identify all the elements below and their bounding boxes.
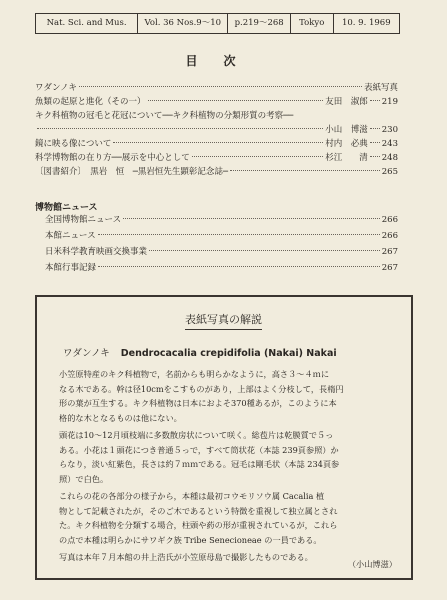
text-line: らなり，淡い紅紫色，長さは約７ｍｍである。冠毛は剛毛状（本誌 234頁参 xyxy=(59,459,340,470)
leader-dots xyxy=(113,142,323,143)
signature: （小山博滋） xyxy=(347,559,397,569)
leader-dots xyxy=(370,156,380,157)
toc-entry-author: 村内 必典 xyxy=(325,139,368,149)
cover-heading: 表紙写真の解説 xyxy=(185,311,262,330)
toc-entry[interactable] xyxy=(35,109,398,123)
news-entry-page: 266 xyxy=(381,215,398,225)
leader-dots xyxy=(123,218,380,219)
news-entry[interactable] xyxy=(45,212,398,228)
news-entry[interactable] xyxy=(45,244,398,260)
toc-entry[interactable] xyxy=(35,165,398,179)
leader-dots xyxy=(192,156,324,157)
toc-entry-page: 248 xyxy=(381,153,398,163)
leader-dots xyxy=(149,250,380,251)
text-line: た。キク科植物を分類する場合，柱頭や葯の形が重視されているが，これら xyxy=(59,520,338,531)
paragraph-flowers xyxy=(59,428,395,486)
masthead-city: Tokyo xyxy=(291,14,334,33)
news-entry[interactable] xyxy=(45,260,398,276)
plant-name xyxy=(63,345,337,359)
text-line: 写真は本年７月本館の井上浩氏が小笠原母島で撮影したものである。 xyxy=(59,552,313,562)
leader-dots xyxy=(370,128,380,129)
paragraph-classification xyxy=(59,489,395,547)
leader-dots xyxy=(98,234,380,235)
paragraph-description xyxy=(59,367,395,425)
toc-entry-title: ワダンノキ xyxy=(35,83,77,93)
toc-entry-continuation[interactable] xyxy=(35,123,398,137)
toc-entry-author: 友田 淑郎 xyxy=(325,97,368,107)
news-list xyxy=(45,212,398,276)
toc-entry-page: 243 xyxy=(381,139,398,149)
news-entry-page: 267 xyxy=(381,247,398,257)
text-line: 小笠原特産のキク科植物で，名前からも明らかなように，高さ３～４ｍに xyxy=(59,369,330,379)
toc-entry[interactable] xyxy=(35,95,398,109)
text-line: 物として記載されたが，そのご木であるという特徴を重視して独立属とされ xyxy=(59,505,338,516)
masthead-date: 10. 9. 1969 xyxy=(341,18,391,28)
toc-entry-title: 〔図書紹介〕 黒岩 恒 ─黒岩恒先生顕彰記念誌─ xyxy=(35,167,228,177)
toc-entry-page: 230 xyxy=(381,125,398,135)
news-entry-page: 267 xyxy=(381,263,398,273)
toc-entry-title: 魚類の起原と進化（その一） xyxy=(35,97,146,107)
toc-entry-title: 鏡に映る像について xyxy=(35,139,112,149)
leader-dots xyxy=(370,142,380,143)
text-line: 格的な木となるものは他にない。 xyxy=(59,412,182,423)
leader-dots xyxy=(230,170,380,171)
masthead xyxy=(35,13,400,34)
news-entry-title: 日米科学教育映画交換事業 xyxy=(45,247,148,257)
toc-entry-page: 265 xyxy=(381,167,398,177)
news-entry-title: 本館行事記録 xyxy=(45,263,97,273)
toc-entry[interactable] xyxy=(35,137,398,151)
masthead-pages: p.219～268 xyxy=(228,14,290,33)
text-line: ある。小花は１頭花につき普通５っで，すべて筒状花（本誌 239頁参照）か xyxy=(59,444,339,455)
toc-entry-author: 小山 博滋 xyxy=(325,125,368,135)
news-entry-title: 全国博物館ニュース xyxy=(45,215,122,225)
plant-name-scientific: Dendrocacalia crepidifolia (Nakai) Nakai xyxy=(120,348,337,359)
text-line: 照）で白色。 xyxy=(59,473,109,484)
news-entry-page: 266 xyxy=(381,231,398,241)
paragraph-photo-credit xyxy=(59,550,395,565)
toc-entry[interactable] xyxy=(35,151,398,165)
masthead-volume: Vol. 36 Nos.9～10 xyxy=(138,14,228,33)
toc-entry-title: 科学博物館の在り方──展示を中心として xyxy=(35,153,190,163)
masthead-journal: Nat. Sci. and Mus. xyxy=(36,14,138,33)
news-entry[interactable] xyxy=(45,228,398,244)
leader-dots xyxy=(79,86,362,87)
text-line: 形の葉が互生する。キク科植物は日本におよそ370種あるが，このように本 xyxy=(59,398,337,409)
text-line: これらの花の各部分の様子から，本種は最初コウモリソウ属 Cacalia 植 xyxy=(59,491,325,501)
text-line: 頭花は10～12月頃枝端に多数散房状について咲く。総苞片は乾膜質で５っ xyxy=(59,430,334,440)
toc-entry-author: 杉江 清 xyxy=(325,153,368,163)
leader-dots xyxy=(98,266,380,267)
toc-entry-page: 219 xyxy=(381,97,398,107)
leader-dots xyxy=(370,100,380,101)
toc-entry[interactable] xyxy=(35,81,398,95)
news-entry-title: 本館ニュース xyxy=(45,231,96,241)
leader-dots xyxy=(148,100,324,101)
toc-entry-title: キク科植物の冠毛と花冠について──キク科植物の分類形質の考察── xyxy=(35,111,294,121)
cover-explanation-box xyxy=(35,295,413,580)
table-of-contents xyxy=(35,81,398,179)
plant-name-japanese: ワダンノキ xyxy=(63,348,110,359)
text-line: の点で本種は明らかにサワギク族 Tribe Senecioneae の一員である。 xyxy=(59,534,322,545)
text-line: なる木である。幹は径10cmをこすものがあり，上部はよく分枝して，長楕円 xyxy=(59,383,344,394)
toc-entry-page: 表紙写真 xyxy=(363,83,398,93)
news-heading: 博物館ニュース xyxy=(35,203,98,213)
leader-dots xyxy=(37,128,323,129)
toc-title: 目次 xyxy=(185,54,262,68)
